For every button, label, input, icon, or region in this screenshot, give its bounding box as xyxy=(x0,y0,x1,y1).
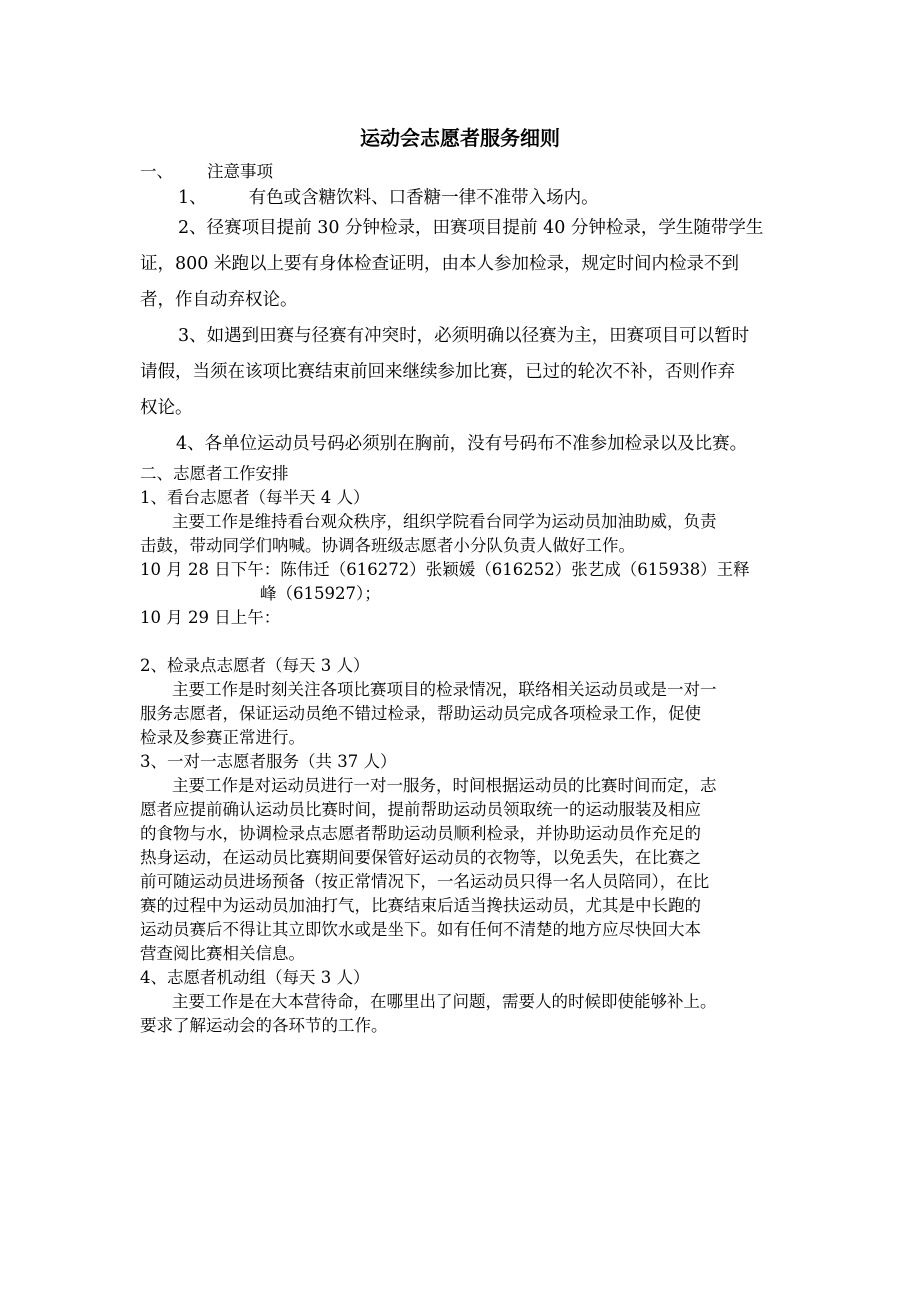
part2-line2: 服务志愿者，保证运动员绝不错过检录，帮助运动员完成各项检录工作，促使 xyxy=(140,704,701,723)
part1-line1: 主要工作是维持看台观众秩序，组织学院看台同学为运动员加油助威，负责 xyxy=(172,512,717,531)
part3-line1: 主要工作是对运动员进行一对一服务，时间根据运动员的比赛时间而定，志 xyxy=(172,776,717,795)
section1-heading: 注意事项 xyxy=(207,162,273,181)
section1-heading-line xyxy=(140,160,790,184)
section1-item2-line1: 2、径赛项目提前 30 分钟检录，田赛项目提前 40 分钟检录，学生随带学生 xyxy=(178,218,764,238)
part1-schedule1-line1: 10 月 28 日下午：陈伟迁（616272）张颖媛（616252）张艺成（615938）王释 xyxy=(140,560,750,579)
section1-item1-text: 有色或含糖饮料、口香糖一律不准带入场内。 xyxy=(248,188,599,208)
section1-number: 一、 xyxy=(140,162,173,181)
part3-line6: 赛的过程中为运动员加油打气，比赛结束后适当搀扶运动员，尤其是中长跑的 xyxy=(140,896,701,915)
section1-item4-line1: 4、各单位运动员号码必须别在胸前，没有号码布不准参加检录以及比赛。 xyxy=(176,434,748,454)
part3-line2: 愿者应提前确认运动员比赛时间，提前帮助运动员领取统一的运动服装及相应 xyxy=(140,800,701,819)
document-title: 运动会志愿者服务细则 xyxy=(360,126,560,150)
part3-line4: 热身运动，在运动员比赛期间要保管好运动员的衣物等，以免丢失，在比赛之 xyxy=(140,848,701,867)
section1-item1 xyxy=(178,186,828,210)
part3-line5: 前可随运动员进场预备（按正常情况下，一名运动员只得一名人员陪同），在比 xyxy=(140,872,710,891)
section2-heading: 二、志愿者工作安排 xyxy=(140,464,289,483)
part1-line2: 击鼓，带动同学们呐喊。协调各班级志愿者小分队负责人做好工作。 xyxy=(140,536,635,555)
part4-line1: 主要工作是在大本营待命，在哪里出了问题，需要人的时候即使能够补上。 xyxy=(172,992,717,1011)
section1-item1-number: 1、 xyxy=(178,188,207,208)
part3-heading: 3、一对一志愿者服务（共 37 人） xyxy=(140,752,397,771)
section1-item2-line3: 者，作自动弃权论。 xyxy=(140,290,298,310)
part2-heading: 2、检录点志愿者（每天 3 人） xyxy=(140,656,370,675)
part1-heading: 1、看台志愿者（每半天 4 人） xyxy=(140,488,370,507)
section1-item3-line2: 请假，当须在该项比赛结束前回来继续参加比赛，已过的轮次不补，否则作弃 xyxy=(140,362,735,382)
part3-line7: 运动员赛后不得让其立即饮水或是坐下。如有任何不清楚的地方应尽快回大本 xyxy=(140,920,701,939)
part3-line3: 的食物与水，协调检录点志愿者帮助运动员顺利检录，并协助运动员作充足的 xyxy=(140,824,701,843)
part3-line8: 营查阅比赛相关信息。 xyxy=(140,944,305,963)
part1-schedule1-line2: 峰（615927）； xyxy=(260,584,381,603)
part4-line2: 要求了解运动会的各环节的工作。 xyxy=(140,1016,388,1035)
part2-line3: 检录及参赛正常进行。 xyxy=(140,728,305,747)
section1-item2-line2: 证，800 米跑以上要有身体检查证明，由本人参加检录，规定时间内检录不到 xyxy=(140,254,739,274)
part1-schedule2: 10 月 29 日上午： xyxy=(140,608,281,627)
section1-item3-line1: 3、如遇到田赛与径赛有冲突时，必须明确以径赛为主，田赛项目可以暂时 xyxy=(178,326,750,346)
section1-item3-line3: 权论。 xyxy=(140,398,193,418)
part2-line1: 主要工作是时刻关注各项比赛项目的检录情况，联络相关运动员或是一对一 xyxy=(172,680,717,699)
part4-heading: 4、志愿者机动组（每天 3 人） xyxy=(140,968,370,987)
